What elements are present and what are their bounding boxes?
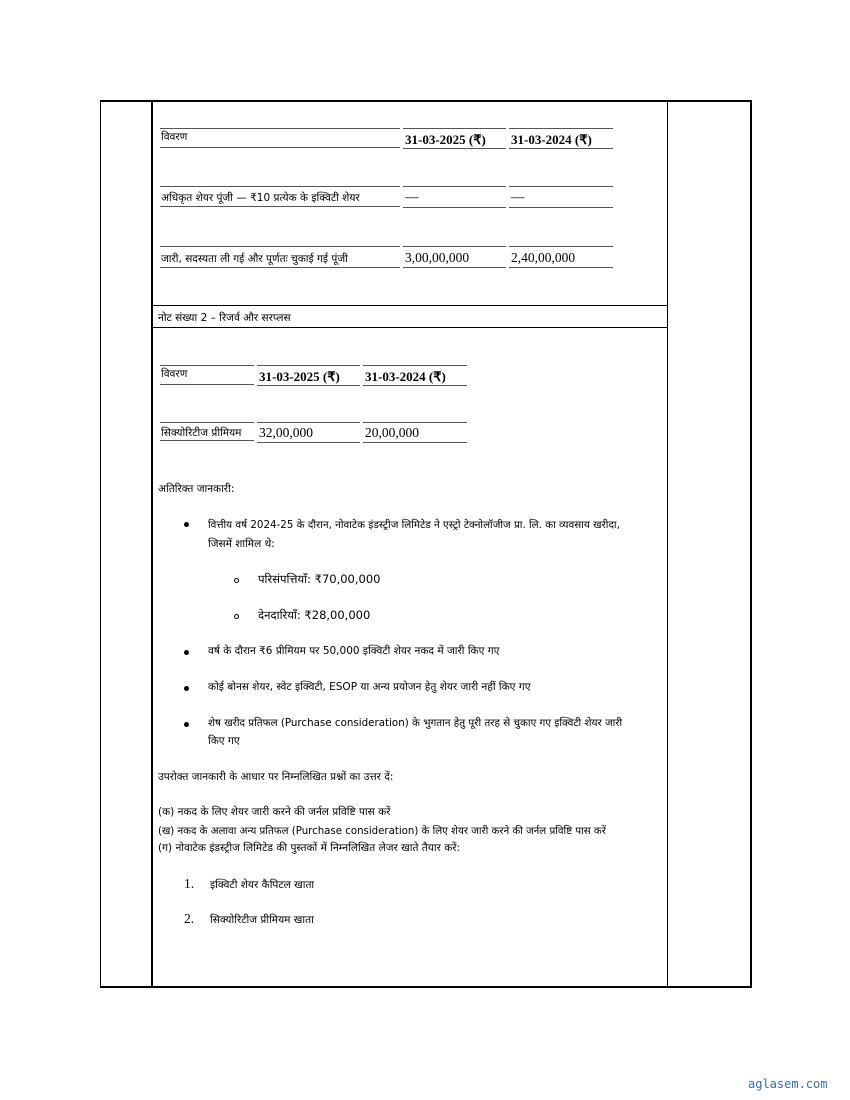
bullet-2 — [184, 650, 189, 655]
table1-row1-col2: — — [511, 189, 525, 204]
bullet4-line2: किए गए — [208, 735, 240, 747]
table1-header-col1: 31-03-2025 (₹) — [405, 132, 486, 147]
sub-item-assets: परिसंपत्तियाँ: ₹70,00,000 — [258, 572, 381, 586]
table2-header-col2: 31-03-2024 (₹) — [365, 369, 446, 384]
watermark-link[interactable]: aglasem.com — [748, 1077, 828, 1091]
sub-bullet-2 — [234, 614, 239, 619]
frame-inner-left-border — [151, 100, 153, 988]
bullet3-text: कोई बोनस शेयर, स्वेट इक्विटी, ESOP या अन्य प्रयोजन हेतु शेयर जारी नहीं किए गए — [208, 681, 531, 693]
table1-row2-col2: 2,40,00,000 — [511, 250, 576, 265]
frame-top-border — [100, 100, 752, 102]
ledger-item-1: इक्विटी शेयर कैपिटल खाता — [210, 879, 315, 891]
table2-row1-col1: 32,00,000 — [259, 425, 313, 440]
table2-row1-label: सिक्योरिटीज प्रीमियम — [161, 427, 242, 439]
sub-item-liabilities: देनदारियाँ: ₹28,00,000 — [258, 608, 371, 622]
table2-row1-col2: 20,00,000 — [365, 425, 419, 440]
frame-inner-right-border — [667, 100, 668, 988]
bullet-1 — [184, 522, 189, 527]
note2-bottom-rule — [152, 327, 667, 328]
ledger-item-2-number: 2. — [184, 911, 195, 926]
question-ka: (क) नकद के लिए शेयर जारी करने की जर्नल प्रविष्टि पास करें — [158, 806, 391, 818]
table1-row1-col1: — — [405, 189, 419, 204]
bullet4-line1: शेष खरीद प्रतिफल (Purchase consideration) के भुगतान हेतु पूरी तरह से चुकाए गए इक्विटी शेयर जारी — [208, 717, 623, 729]
table1-row2-label: जारी, सदस्यता ली गई और पूर्णतः चुकाई गई पूंजी — [161, 253, 348, 265]
frame-right-border — [750, 100, 752, 988]
questions-intro: उपरोक्त जानकारी के आधार पर निम्नलिखित प्रश्नों का उत्तर दें: — [158, 771, 394, 783]
note2-top-rule — [152, 305, 667, 306]
bullet1-line2: जिसमें शामिल थे: — [208, 538, 275, 550]
bullet-3 — [184, 686, 189, 691]
note2-title: नोट संख्या 2 – रिजर्व और सरप्लस — [158, 312, 291, 324]
frame-left-border — [100, 100, 101, 988]
ledger-item-1-number: 1. — [184, 876, 195, 891]
ledger-item-2: सिक्योरिटीज प्रीमियम खाता — [210, 914, 314, 926]
table2-header-label: विवरण — [161, 368, 188, 380]
sub-bullet-1 — [234, 578, 239, 583]
bullet1-line1: वित्तीय वर्ष 2024-25 के दौरान, नोवाटेक इंडस्ट्रीज लिमिटेड ने एस्ट्रो टेक्नोलॉजीज प्रा. लि. का व्यवसाय खरीदा, — [208, 519, 620, 531]
bullet-4 — [184, 722, 189, 727]
table1-row2-col1: 3,00,00,000 — [405, 250, 470, 265]
table2-header-col1: 31-03-2025 (₹) — [259, 369, 340, 384]
question-kha: (ख) नकद के अलावा अन्य प्रतिफल (Purchase consideration) के लिए शेयर जारी करने की जर्नल प्रविष्टि पास करें — [158, 826, 606, 837]
additional-heading: अतिरिक्त जानकारी: — [158, 483, 235, 495]
bullet2-text: वर्ष के दौरान ₹6 प्रीमियम पर 50,000 इक्विटी शेयर नकद में जारी किए गए — [208, 645, 500, 657]
frame-bottom-border — [100, 986, 752, 988]
table1-row1-label: अधिकृत शेयर पूंजी — ₹10 प्रत्येक के इक्विटी शेयर — [161, 192, 360, 204]
table1-header-label: विवरण — [161, 131, 188, 143]
question-ga: (ग) नोवाटेक इंडस्ट्रीज लिमिटेड की पुस्तकों में निम्नलिखित लेजर खाते तैयार करें: — [158, 842, 461, 854]
table1-header-col2: 31-03-2024 (₹) — [511, 132, 592, 147]
